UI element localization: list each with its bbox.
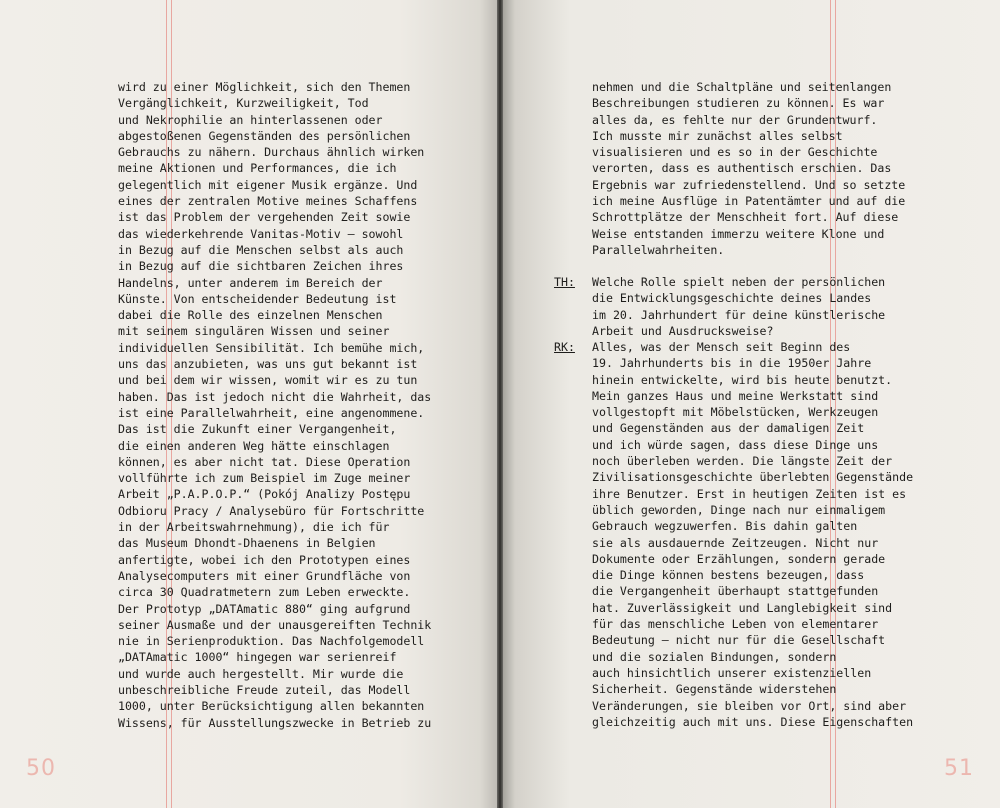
text-line: Das ist die Zukunft einer Vergangenheit, [118,422,397,437]
text-line: für das menschliche Leben von elementarer [592,617,879,632]
text-line: Alles, was der Mensch seit Beginn des [592,340,851,354]
text-line: seiner Ausmaße und der unausgereiften Technik [118,617,432,632]
text-line: und Gegenständen aus der damaligen Zeit [592,421,865,436]
text-line: Wissens, für Ausstellungszwecke in Betrieb zu [118,715,432,730]
text-line: uns das anzubieten, was uns gut bekannt ist [118,357,418,372]
text-line: im 20. Jahrhundert für deine künstlerische [592,307,886,322]
text-line: Mein ganzes Haus und meine Werkstatt sind [592,388,879,403]
text-line: Weise entstanden immerzu weitere Klone und [592,226,885,241]
text-line: in Bezug auf die Menschen selbst als auch [118,242,404,257]
page-number-right: 51 [944,756,974,781]
text-line: abgestoßenen Gegenständen des persönlichen [118,128,411,143]
speaker-label-rk: RK: [554,340,575,354]
text-line: unbeschreibliche Freude zuteil, das Modell [118,682,411,697]
text-line: Sicherheit. Gegenstände widerstehen [592,682,837,697]
answer-text [592,339,913,730]
text-line: und ich würde sagen, dass diese Dinge uns [592,437,879,452]
text-line: Gebrauchs zu nähern. Durchaus ähnlich wirken [118,145,425,160]
text-line: eines der zentralen Motive meines Schaffens [118,194,418,209]
text-line: Schrottplätze der Menschheit fort. Auf diese [592,210,899,225]
text-line: und wurde auch hergestellt. Mir wurde die [118,666,404,681]
text-line: hat. Zuverlässigkeit und Langlebigkeit sind [592,600,893,615]
text-line: Arbeit „P.A.P.O.P.“ (Pokój Analizy Postępu [118,487,411,502]
text-line: üblich geworden, Dinge nach nur einmaligem [592,502,886,517]
text-line: Veränderungen, sie bleiben vor Ort, sind aber [592,698,907,713]
text-line: circa 30 Quadratmetern zum Leben erweckte. [118,585,411,600]
text-line: nehmen und die Schaltpläne und seitenlangen [592,80,892,94]
text-line: mit seinem singulären Wissen und seiner [118,324,390,339]
right-page [500,0,1000,808]
text-line: das Museum Dhondt-Dhaenens in Belgien [118,536,376,551]
text-line: 1000, unter Berücksichtigung allen bekannten [118,699,425,714]
left-page-body-text [118,79,431,731]
text-line: und die sozialen Bindungen, sondern [592,649,837,664]
text-line: vollgestopft mit Möbelstücken, Werkzeugen [592,405,879,420]
text-line: Analysecomputers mit einer Grundfläche von [118,568,411,583]
question-text [592,274,885,339]
text-line: ist eine Parallelwahrheit, eine angenommene. [118,405,425,420]
text-line: das wiederkehrende Vanitas-Motiv – sowohl [118,226,404,241]
text-line: Künste. Von entscheidender Bedeutung ist [118,291,397,306]
text-line: gleichzeitig auch mit uns. Diese Eigenschaften [592,714,914,729]
text-line: Ich musste mir zunächst alles selbst [592,128,843,143]
text-line: in der Arbeitswahrnehmung), die ich für [118,520,390,535]
text-line: Zivilisationsgeschichte überlebten Gegenstände [592,470,914,485]
right-page-intro-text [592,79,905,258]
speaker-label-th: TH: [554,275,575,289]
text-line: die einen anderen Weg hätte einschlagen [118,438,390,453]
text-line: alles da, es fehlte nur der Grundentwurf. [592,112,878,127]
text-line: Handelns, unter anderem im Bereich der [118,275,383,290]
page-number-left: 50 [26,756,56,781]
text-line: die Dinge können bestens bezeugen, dass [592,568,865,583]
text-line: „DATAmatic 1000“ hingegen war serienreif [118,650,397,665]
text-line: ich meine Ausflüge in Patentämter und auf die [592,194,906,209]
text-line: Gebrauch wegzuwerfen. Bis dahin galten [592,519,858,534]
text-line: ist das Problem der vergehenden Zeit sowie [118,210,411,225]
interview-question [554,274,886,338]
text-line: Welche Rolle spielt neben der persönlichen [592,275,886,289]
text-line: gelegentlich mit eigener Musik ergänze. Und [118,177,418,192]
text-line: Beschreibungen studieren zu können. Es war [592,96,885,111]
text-line: Dokumente oder Erzählungen, sondern gerade [592,551,886,566]
text-line: verorten, dass es authentisch erschien. Das [592,161,892,176]
text-line: in Bezug auf die sichtbaren Zeichen ihres [118,259,404,274]
text-line: und bei dem wir wissen, womit wir es zu tun [118,373,418,388]
text-line: noch überleben werden. Die längste Zeit der [592,454,893,469]
interview-answer [554,339,914,729]
text-line: meine Aktionen und Performances, die ich [118,161,397,176]
text-line: hinein entwickelte, wird bis heute benutzt. [592,372,893,387]
text-line: können, es aber nicht tat. Diese Operation [118,454,411,469]
text-line: Ergebnis war zufriedenstellend. Und so setzte [592,177,906,192]
text-line: die Entwicklungsgeschichte deines Landes [592,291,872,306]
text-line: auch hinsichtlich unserer existenziellen [592,665,872,680]
text-line: 19. Jahrhunderts bis in die 1950er Jahre [592,356,872,371]
text-line: Odbioru Pracy / Analysebüro für Fortschritte [118,503,425,518]
text-line: Parallelwahrheiten. [592,242,725,257]
text-line: Der Prototyp „DATAmatic 880“ ging aufgrund [118,601,411,616]
text-line: Arbeit und Ausdrucksweise? [592,323,774,338]
text-line: ihre Benutzer. Erst in heutigen Zeiten ist es [592,486,907,501]
text-line: anfertigte, wobei ich den Prototypen eines [118,552,411,567]
text-line: visualisieren und es so in der Geschichte [592,145,878,160]
text-line: haben. Das ist jedoch nicht die Wahrheit, das [118,389,432,404]
text-line: individuellen Sensibilität. Ich bemühe mich, [118,340,425,355]
book-gutter [497,0,503,808]
text-line: vollführte ich zum Beispiel im Zuge meiner [118,471,411,486]
text-line: die Vergangenheit überhaupt stattgefunden [592,584,879,599]
text-line: sie als ausdauernde Zeitzeugen. Nicht nur [592,535,879,550]
text-line: dabei die Rolle des einzelnen Menschen [118,308,383,323]
text-line: wird zu einer Möglichkeit, sich den Themen [118,80,411,94]
text-line: nie in Serienproduktion. Das Nachfolgemodell [118,634,425,649]
text-line: und Nekrophilie an hinterlassenen oder [118,112,383,127]
text-line: Vergänglichkeit, Kurzweiligkeit, Tod [118,96,369,111]
text-line: Bedeutung – nicht nur für die Gesellschaft [592,633,886,648]
